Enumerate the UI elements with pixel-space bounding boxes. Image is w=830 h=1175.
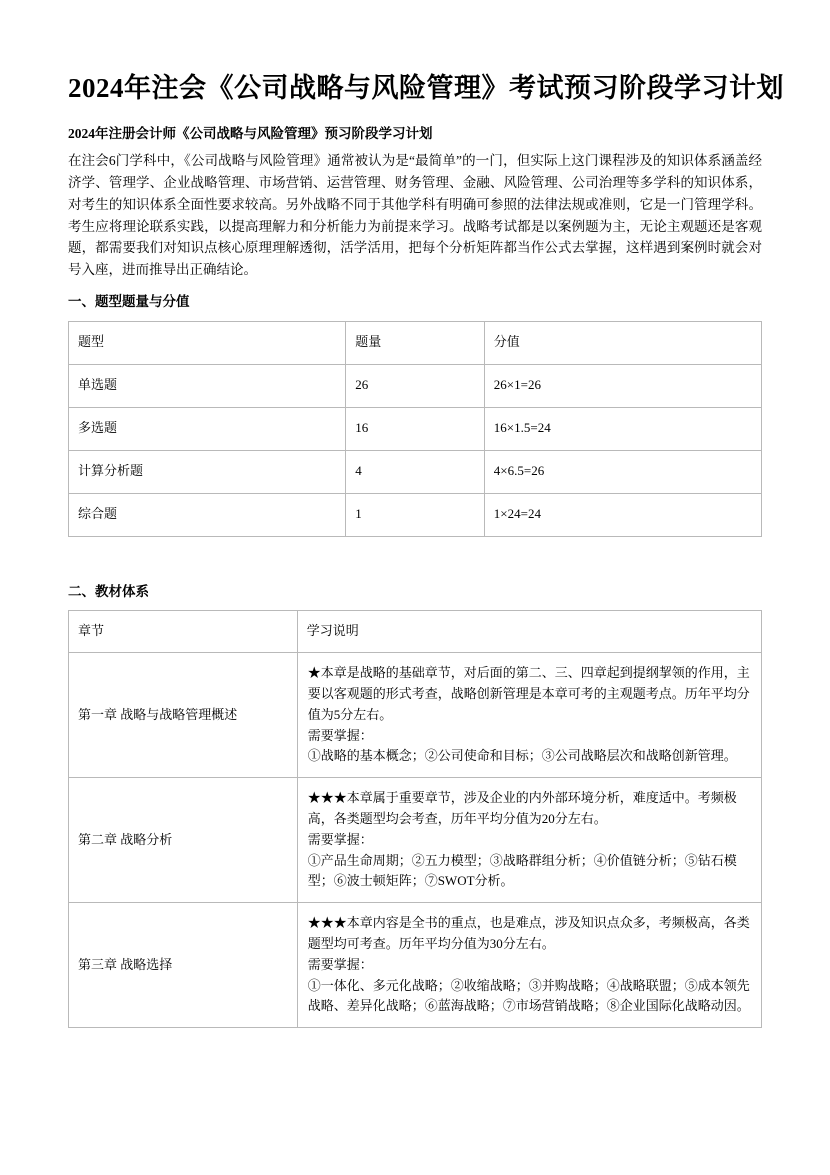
cell-question-type: 单选题 <box>69 364 346 407</box>
table-header-row <box>69 611 762 653</box>
study-note-line: 需要掌握： <box>307 727 373 743</box>
cell-question-type: 综合题 <box>69 493 346 536</box>
table-row <box>69 364 762 407</box>
column-header-study-notes: 学习说明 <box>297 611 761 653</box>
study-note-line: ★本章是战略的基础章节，对后面的第二、三、四章起到提纲挈领的作用，主要以客观题的形式考查，战略创新管理是本章可考的主观题考点。历年平均分值为5分左右。 <box>307 665 750 722</box>
cell-study-notes <box>297 778 761 903</box>
cell-study-notes <box>297 653 761 778</box>
study-note-line: ①战略的基本概念；②公司使命和目标；③公司战略层次和战略创新管理。 <box>307 748 737 764</box>
cell-chapter-name: 第三章 战略选择 <box>69 903 298 1028</box>
section-heading-1: 一、题型题量与分值 <box>68 294 190 310</box>
table-row <box>69 407 762 450</box>
exam-format-table <box>68 321 762 537</box>
table-row <box>69 653 762 778</box>
cell-score: 26×1=26 <box>484 364 761 407</box>
column-header-question-count: 题量 <box>346 321 485 364</box>
cell-score: 4×6.5=26 <box>484 450 761 493</box>
cell-question-count: 1 <box>346 493 485 536</box>
textbook-structure-table <box>68 610 762 1028</box>
column-header-question-type: 题型 <box>69 321 346 364</box>
page-title: 2024年注会《公司战略与风险管理》考试预习阶段学习计划 <box>68 73 784 103</box>
table-header-row <box>69 321 762 364</box>
cell-score: 1×24=24 <box>484 493 761 536</box>
table-row <box>69 450 762 493</box>
study-note-line: ①一体化、多元化战略；②收缩战略；③并购战略；④战略联盟；⑤成本领先战略、差异化战略；⑥蓝海战略；⑦市场营销战略；⑧企业国际化战略动因。 <box>307 977 750 1014</box>
section-spacer <box>68 541 762 555</box>
cell-chapter-name: 第一章 战略与战略管理概述 <box>69 653 298 778</box>
study-note-line: 需要掌握： <box>307 956 373 972</box>
study-note-line: ★★★本章属于重要章节，涉及企业的内外部环境分析，难度适中。考频极高，各类题型均会考查，历年平均分值为20分左右。 <box>307 790 737 826</box>
cell-study-notes <box>297 903 761 1028</box>
cell-score: 16×1.5=24 <box>484 407 761 450</box>
cell-question-type: 多选题 <box>69 407 346 450</box>
section-heading-2: 二、教材体系 <box>68 583 149 599</box>
table-row <box>69 778 762 903</box>
cell-chapter-name: 第二章 战略分析 <box>69 778 298 903</box>
column-header-chapter: 章节 <box>69 611 298 653</box>
cell-question-type: 计算分析题 <box>69 450 346 493</box>
table-row <box>69 493 762 536</box>
cell-question-count: 26 <box>346 364 485 407</box>
cell-question-count: 16 <box>346 407 485 450</box>
intro-paragraph: 在注会6门学科中，《公司战略与风险管理》通常被认为是“最简单”的一门，但实际上这门课程涉及的知识体系涵盖经济学、管理学、企业战略管理、市场营销、运营管理、财务管理、金融、风险管理、公司治理等多学科的知识体系，对考生的知识体系全面性要求较高。另外战略不同于其他学科有明确可参照的法律法规或准则，它是一门管理学科。考生应将理论联系实践，以提高理解力和分析能力为前提来学习。战略考试都是以案例题为主，无论主观题还是客观题，都需要我们对知识点核心原理理解透彻，活学活用，把每个分析矩阵都当作公式去掌握，这样遇到案例时就会对号入座，进而推导出正确结论。 <box>68 153 762 278</box>
study-note-line: ①产品生命周期；②五力模型；③战略群组分析；④价值链分析；⑤钻石模型；⑥波士顿矩阵；⑦SWOT分析。 <box>307 852 737 889</box>
study-note-line: ★★★本章内容是全书的重点，也是难点，涉及知识点众多，考频极高，各类题型均可考查。历年平均分值为30分左右。 <box>307 915 750 951</box>
table-row <box>69 903 762 1028</box>
cell-question-count: 4 <box>346 450 485 493</box>
study-note-line: 需要掌握： <box>307 831 373 847</box>
column-header-score: 分值 <box>484 321 761 364</box>
document-subtitle: 2024年注册会计师《公司战略与风险管理》预习阶段学习计划 <box>68 125 433 141</box>
